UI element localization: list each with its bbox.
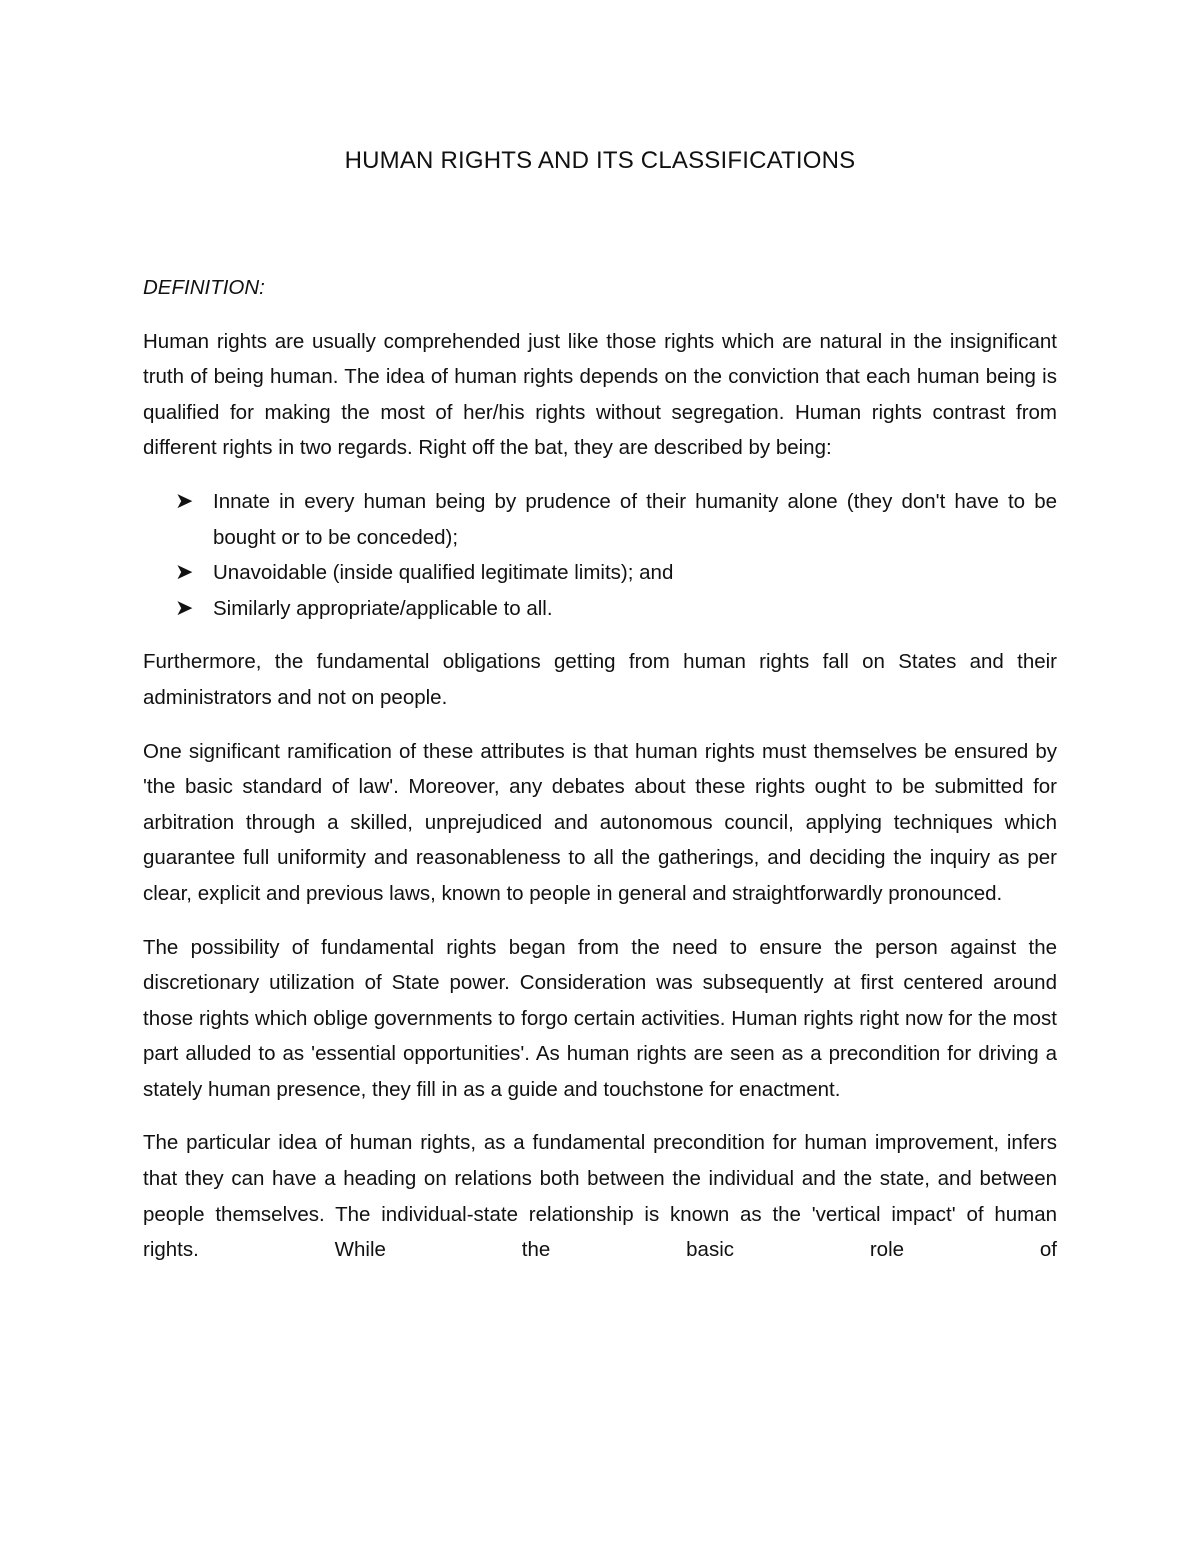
bullet-text: Innate in every human being by prudence of their humanity alone (they don't have to be bought or to be conceded); — [213, 489, 1057, 549]
bullet-item — [143, 591, 1057, 627]
arrow-bullet-icon: ➤ — [175, 560, 194, 586]
bullet-text: Similarly appropriate/applicable to all. — [213, 596, 553, 620]
bullet-item — [143, 555, 1057, 591]
intro-paragraph: Human rights are usually comprehended just like those rights which are natural in the insignificant truth of being human. The idea of human rights depends on the conviction that each human being is qualified for making the most of her/his rights without segregation. Human rights contrast from different rights in two regards. Right off the bat, they are described by being: — [143, 329, 1057, 460]
body-paragraph: One significant ramification of these attributes is that human rights must themselves be ensured by 'the basic standard of law'. Moreover, any debates about these rights ought to be submitted for arbitration through a skilled, unprejudiced and autonomous council, applying techniques which guarantee full uniformity and reasonableness to all the gatherings, and deciding the inquiry as per clear, explicit and previous laws, known to people in general and straightforwardly pronounced. — [143, 739, 1057, 905]
body-paragraph: The particular idea of human rights, as a fundamental precondition for human improvement, infers that they can have a heading on relations both between the individual and the state, and between people themselves. The individual-state relationship is known as the 'vertical impact' of human rights. While the basic role of — [143, 1131, 1057, 1262]
document-body — [143, 270, 1057, 1286]
definition-label: DEFINITION: — [143, 276, 265, 299]
document-title: HUMAN RIGHTS AND ITS CLASSIFICATIONS — [344, 147, 856, 174]
bullet-item — [143, 484, 1057, 555]
body-paragraph: Furthermore, the fundamental obligations getting from human rights fall on States and their administrators and not on people. — [143, 650, 1057, 709]
body-paragraph: The possibility of fundamental rights began from the need to ensure the person against the discretionary utilization of State power. Consideration was subsequently at first centered around those rights which oblige governments to forgo certain activities. Human rights right now for the most part alluded to as 'essential opportunities'. As human rights are seen as a precondition for driving a stately human presence, they fill in as a guide and touchstone for enactment. — [143, 935, 1057, 1101]
arrow-bullet-icon: ➤ — [175, 488, 194, 514]
bullet-list — [143, 484, 1057, 626]
bullet-text: Unavoidable (inside qualified legitimate limits); and — [213, 561, 674, 585]
arrow-bullet-icon: ➤ — [175, 595, 194, 621]
